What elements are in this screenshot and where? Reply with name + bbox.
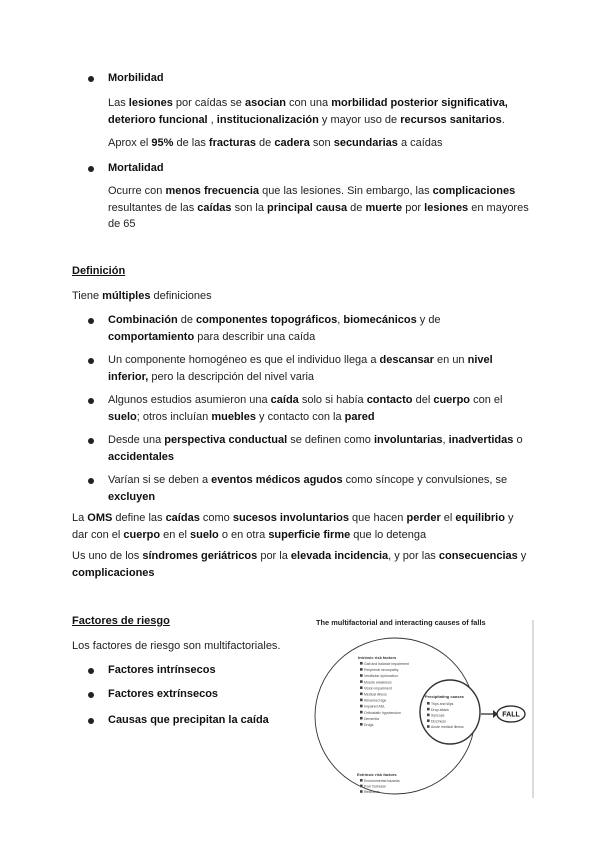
text-run: del — [412, 394, 434, 406]
list-bullet — [427, 708, 430, 711]
precipitating-circle — [420, 680, 480, 744]
bold-run: superficie firme — [268, 528, 351, 541]
bold-run: equilibrio — [455, 512, 505, 524]
list-bullet — [360, 717, 363, 720]
bold-run: múltiples — [102, 290, 151, 302]
bold-run: 95% — [151, 137, 174, 149]
text-run: para describir una caída — [194, 330, 316, 343]
text-run: Varían si se deben a — [108, 474, 212, 486]
text-run: son — [309, 137, 334, 149]
bullet-dot — [88, 718, 94, 724]
bullet-dot — [88, 438, 94, 444]
text-run: de — [256, 137, 275, 149]
list-bullet — [427, 719, 430, 722]
text-run: Ocurre con — [108, 185, 166, 197]
list-item: Trips and slips — [431, 702, 454, 706]
bold-run: caídas — [197, 201, 232, 214]
text-run: y — [517, 550, 527, 562]
sindromes-paragraph — [72, 548, 532, 581]
factor-item-intrinsecos: Factores intrínsecos — [108, 664, 216, 676]
list-bullet — [360, 693, 363, 696]
list-item: Peripheral neuropathy — [364, 668, 399, 673]
list-bullet — [360, 705, 363, 708]
list-bullet — [360, 785, 363, 788]
mortalidad-paragraph — [108, 183, 533, 233]
bold-run: excluyen — [108, 490, 156, 503]
bold-run: complicaciones — [432, 185, 516, 197]
fall-label: FALL — [502, 711, 520, 719]
bold-run: involuntarias — [373, 434, 443, 446]
definicion-item-3 — [108, 392, 520, 425]
list-item: Muscle weakness — [364, 680, 392, 685]
oms-paragraph — [72, 510, 532, 543]
bold-run: principal causa — [267, 201, 348, 214]
text-run: . — [501, 113, 505, 126]
morbilidad-paragraph — [108, 95, 538, 128]
intrinsic-title: Intrinsic risk factors — [358, 655, 397, 660]
bold-run: perder — [406, 512, 441, 524]
text-run: La — [72, 512, 88, 524]
bold-run: caídas — [165, 512, 200, 524]
list-item: Restraints — [364, 790, 380, 795]
text-run: Aprox el — [108, 137, 152, 149]
bold-run: síndromes geriátricos — [142, 550, 258, 562]
text-run: ; otros incluían — [136, 410, 212, 423]
list-item: Gait and balance impairment — [364, 662, 409, 666]
text-run: Algunos estudios asumieron una — [108, 394, 271, 406]
text-run: en mayores de 65 — [108, 201, 529, 230]
text-run: , y por las — [388, 550, 439, 562]
text-run: , — [337, 314, 344, 326]
bullet-dot — [88, 478, 94, 484]
text-run: en un — [433, 354, 468, 366]
bold-run: sucesos involuntarios — [232, 512, 349, 524]
text-run: y dar con el — [72, 512, 514, 541]
list-bullet — [360, 779, 363, 782]
bold-run: accidentales — [108, 450, 175, 463]
text-run: con una — [285, 97, 332, 109]
definicion-item-1 — [108, 312, 458, 345]
list-bullet — [427, 725, 430, 728]
text-run: que hacen — [348, 512, 407, 524]
bold-run: suelo — [190, 528, 219, 541]
list-bullet — [427, 702, 430, 705]
list-bullet — [427, 714, 430, 717]
bold-run: inadvertidas — [448, 434, 514, 446]
list-item: Dementia — [364, 716, 379, 721]
bold-run: deterioro funcional — [108, 113, 208, 126]
list-item: Impaired ADL — [364, 704, 386, 709]
text-run: que las lesiones. Sin embargo, las — [259, 185, 433, 197]
bold-run: institucionalización — [216, 113, 319, 126]
intrinsic-list — [360, 662, 409, 727]
bold-run: recursos sanitarios — [400, 113, 502, 126]
text-run: , — [442, 434, 449, 446]
bold-run: menos frecuencia — [165, 185, 260, 197]
definicion-item-4 — [108, 432, 538, 465]
mortalidad-title: Mortalidad — [108, 162, 164, 174]
text-run: a caídas — [397, 137, 443, 149]
bold-run: OMS — [87, 512, 113, 524]
list-item: Medical illness — [364, 692, 387, 697]
list-bullet — [360, 699, 363, 702]
text-run: y de — [416, 314, 441, 326]
text-run: de — [177, 314, 197, 326]
precip-title: Precipitating causes — [425, 694, 464, 699]
text-run: se definen como — [287, 434, 374, 446]
list-item: Environmental hazards — [364, 779, 400, 783]
list-item: Acute medical illness — [431, 725, 464, 730]
text-run: con el — [470, 394, 503, 406]
text-run: que lo detenga — [350, 528, 427, 541]
list-item: Dizziness — [431, 719, 446, 724]
text-run: por la — [257, 550, 291, 562]
bold-run: comportamiento — [108, 330, 195, 343]
list-item: Vision impairment — [364, 686, 392, 691]
text-run: el — [440, 512, 456, 524]
text-run: por — [402, 201, 425, 214]
list-item: Drugs — [364, 723, 374, 727]
list-item: Poor footwear — [364, 784, 386, 789]
text-run: o — [513, 434, 523, 446]
text-run: de las — [173, 137, 209, 149]
text-run: son la — [231, 201, 267, 214]
definicion-intro — [72, 288, 532, 305]
text-run: Us uno de los — [72, 550, 143, 562]
bullet-dot — [88, 76, 94, 82]
text-run: de — [347, 201, 366, 214]
definicion-heading: Definición — [72, 265, 126, 277]
bold-run: nivel inferior, — [108, 354, 493, 383]
bullet-dot — [88, 318, 94, 324]
list-item: Orthostatic hypotension — [364, 710, 401, 715]
extrinsic-list — [360, 779, 400, 794]
list-item: Advanced age — [364, 698, 387, 703]
text-run: por caídas se — [172, 97, 245, 109]
text-run: , — [207, 113, 217, 126]
text-run: Las — [108, 97, 129, 109]
bold-run: cuerpo — [433, 394, 471, 406]
text-run: Desde una — [108, 434, 165, 446]
bold-run: suelo — [108, 410, 137, 423]
morbilidad-title: Morbilidad — [108, 72, 164, 84]
bold-run: elevada incidencia — [290, 550, 389, 562]
definicion-item-5 — [108, 472, 528, 505]
text-run: o en otra — [218, 528, 269, 541]
list-bullet — [360, 790, 363, 793]
bold-run: cuerpo — [123, 528, 161, 541]
text-run: como — [199, 512, 233, 524]
bold-run: contacto — [366, 394, 413, 406]
bold-run: cadera — [274, 137, 310, 149]
list-bullet — [360, 668, 363, 671]
text-run: define las — [112, 512, 166, 524]
bullet-dot — [88, 166, 94, 172]
text-run: Un componente homogéneo es que el individuo llega a — [108, 354, 380, 366]
bullet-dot — [88, 668, 94, 674]
list-item: Vestibular dysfunction — [364, 674, 399, 679]
list-bullet — [360, 686, 363, 689]
list-bullet — [360, 674, 363, 677]
text-run: solo si había — [298, 394, 367, 406]
falls-causes-figure — [310, 612, 535, 798]
list-item: Syncope — [431, 713, 445, 718]
fracturas-paragraph — [108, 135, 538, 152]
factor-item-extrinsecos: Factores extrínsecos — [108, 688, 219, 700]
bullet-dot — [88, 398, 94, 404]
extrinsic-title: Extrinsic risk factors — [357, 772, 397, 777]
bold-run: muerte — [365, 201, 403, 214]
list-bullet — [360, 680, 363, 683]
bullet-dot — [88, 692, 94, 698]
text-run: y mayor uso de — [318, 113, 401, 126]
bold-run: Combinación — [108, 314, 178, 326]
bold-run: secundarias — [333, 137, 398, 149]
bold-run: lesiones — [128, 97, 173, 109]
bold-run: caída — [270, 394, 299, 406]
bold-run: lesiones — [424, 201, 469, 214]
bold-run: fracturas — [208, 137, 256, 149]
bold-run: perspectiva conductual — [164, 434, 288, 446]
factores-intro: Los factores de riesgo son multifactoriales. — [72, 640, 281, 652]
factores-heading: Factores de riesgo — [72, 615, 170, 627]
text-run: y contacto con la — [255, 410, 345, 423]
text-run: como síncope y convulsiones, se — [342, 474, 508, 486]
bold-run: complicaciones — [72, 566, 155, 579]
bold-run: pared — [344, 410, 375, 423]
list-bullet — [360, 711, 363, 714]
bold-run: biomecánicos — [343, 314, 417, 326]
bold-run: descansar — [379, 354, 434, 366]
text-run: resultantes de las — [108, 201, 198, 214]
bold-run: morbilidad posterior significativa, — [331, 97, 508, 109]
bold-run: consecuencias — [438, 550, 518, 562]
text-run: definiciones — [150, 290, 212, 302]
bold-run: asocian — [244, 97, 286, 109]
bullet-dot — [88, 358, 94, 364]
list-bullet — [360, 723, 363, 726]
text-run: Tiene — [72, 290, 103, 302]
text-run: en el — [160, 528, 191, 541]
factor-item-causas: Causas que precipitan la caída — [108, 714, 269, 726]
bold-run: muebles — [211, 410, 256, 423]
text-run: pero la descripción del nivel varia — [148, 370, 315, 383]
bold-run: componentes topográficos — [196, 314, 338, 326]
list-bullet — [360, 662, 363, 665]
bold-run: eventos médicos agudos — [211, 474, 343, 486]
list-item: Drop attack — [431, 707, 449, 712]
definicion-item-2 — [108, 352, 518, 385]
figure-title: The multifactorial and interacting causes of falls — [316, 618, 486, 627]
